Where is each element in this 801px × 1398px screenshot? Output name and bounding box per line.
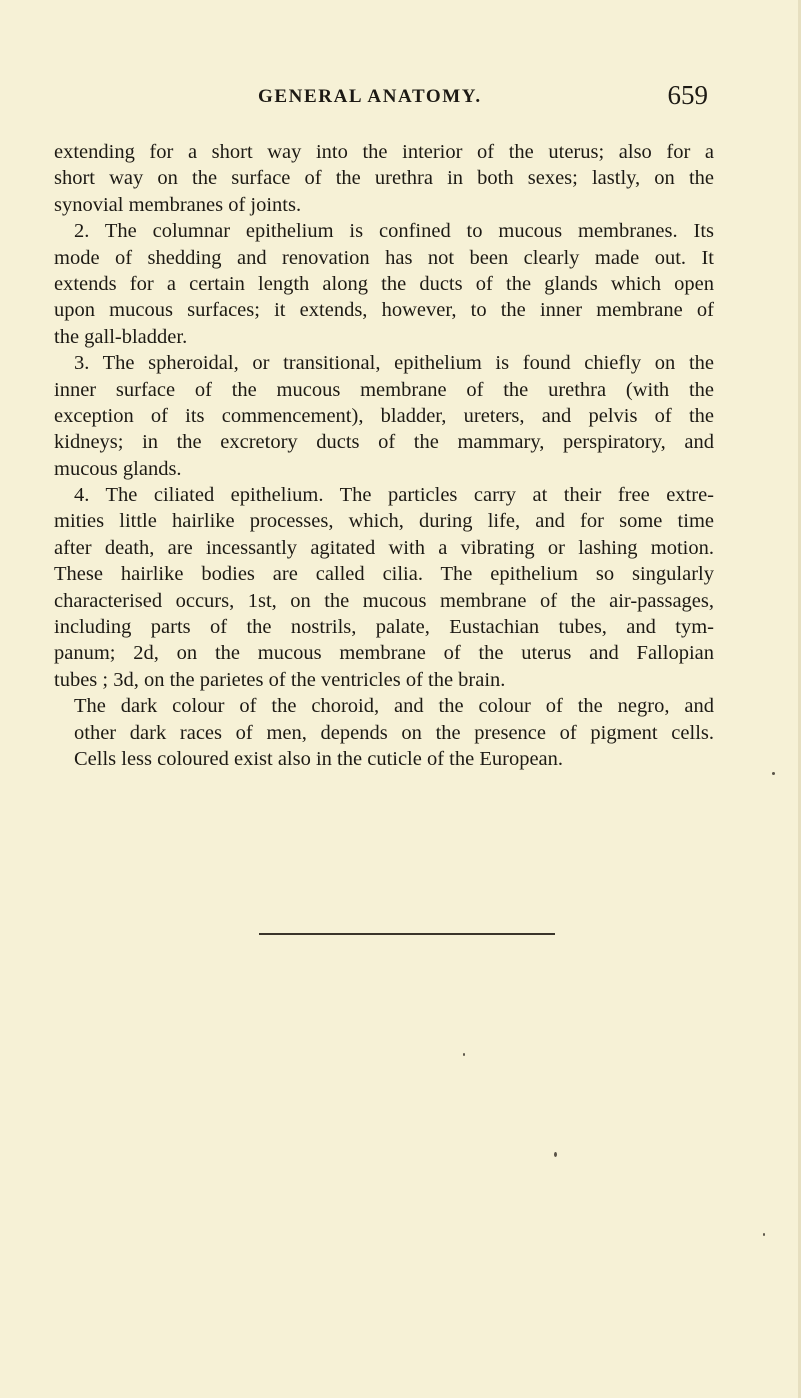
page-number: 659 <box>667 80 708 110</box>
text-line: inner surface of the mucous membrane of the urethra (with the <box>54 378 714 401</box>
text-line: 3. The spheroidal, or transitional, epithelium is found chiefly on the <box>74 352 714 375</box>
text-line: Cells less coloured exist also in the cuticle of the European. <box>74 747 564 770</box>
text-line: The dark colour of the choroid, and the colour of the negro, and <box>74 695 714 718</box>
body-text <box>54 139 714 772</box>
footer-rule <box>259 933 555 935</box>
text-line: upon mucous surfaces; it extends, however, to the inner membrane of <box>54 299 714 322</box>
paper-speck <box>763 1233 765 1236</box>
text-line: the gall-bladder. <box>54 325 188 348</box>
text-line: tubes ; 3d, on the parietes of the ventricles of the brain. <box>54 668 506 691</box>
paper-speck <box>463 1053 465 1056</box>
text-line: other dark races of men, depends on the presence of pigment cells. <box>74 721 714 744</box>
text-line: synovial membranes of joints. <box>54 193 302 216</box>
text-line: mities little hairlike processes, which, during life, and for some time <box>54 510 714 533</box>
text-line: 2. The columnar epithelium is confined to mucous membranes. Its <box>74 220 714 243</box>
text-line: mucous glands. <box>54 457 182 480</box>
text-line: panum; 2d, on the mucous membrane of the uterus and Fallopian <box>54 642 714 665</box>
text-line: including parts of the nostrils, palate, Eustachian tubes, and tym- <box>54 616 714 639</box>
text-line: extending for a short way into the interior of the uterus; also for a <box>54 141 714 163</box>
text-line: extends for a certain length along the ducts of the glands which open <box>54 272 714 295</box>
text-line: after death, are incessantly agitated with a vibrating or lashing motion. <box>54 536 714 559</box>
text-line: 4. The ciliated epithelium. The particles carry at their free extre- <box>74 484 714 507</box>
paper-speck <box>554 1152 557 1157</box>
text-line: These hairlike bodies are called cilia. The epithelium so singularly <box>54 563 714 586</box>
text-line: short way on the surface of the urethra in both sexes; lastly, on the <box>54 167 714 190</box>
paper-speck <box>772 772 775 775</box>
text-line: kidneys; in the excretory ducts of the mammary, perspiratory, and <box>54 431 714 454</box>
running-head: GENERAL ANATOMY. <box>258 86 482 107</box>
text-line: mode of shedding and renovation has not been clearly made out. It <box>54 246 714 269</box>
text-line: exception of its commencement), bladder, ureters, and pelvis of the <box>54 404 714 427</box>
text-line: characterised occurs, 1st, on the mucous membrane of the air-passages, <box>54 589 714 612</box>
